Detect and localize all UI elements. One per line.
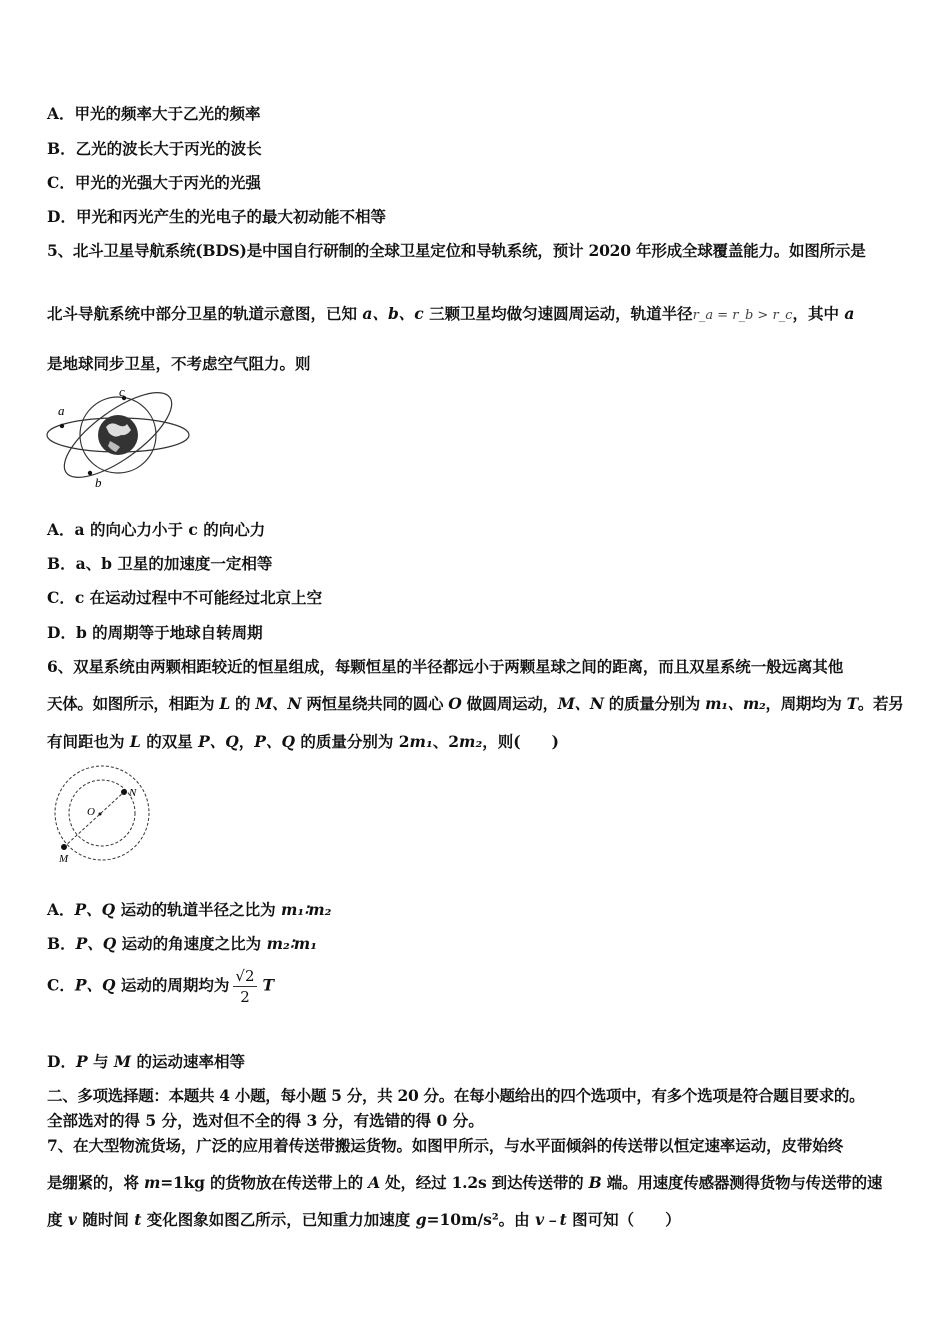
q5-stem-line1: 5、北斗卫星导航系统(BDS)是中国自行研制的全球卫星定位和导轨系统，预计 2020 年形成全球覆盖能力。如图所示是 [47, 241, 866, 260]
q5-stem-line3: 是地球同步卫星，不考虑空气阻力。则 [47, 354, 311, 373]
q4-option-a: A．甲光的频率大于乙光的频率 [47, 104, 261, 123]
section2-heading-line1: 二、多项选择题：本题共 4 小题，每小题 5 分，共 20 分。在每小题给出的四个选项中，有多个选项是符合题目要求的。 [47, 1086, 865, 1105]
q4-option-d: D．甲光和丙光产生的光电子的最大初动能不相等 [47, 207, 386, 226]
q7-stem-line3: 度 v 随时间 t 变化图象如图乙所示，已知重力加速度 g=10m/s²。由 v﹣t 图可知（ ） [47, 1210, 681, 1229]
label-b: b [95, 475, 102, 490]
q6-stem-line2: 天体。如图所示，相距为 L 的 M、N 两恒星绕共同的圆心 O 做圆周运动，M、N 的质量分别为 m₁、m₂，周期均为 T。若另 [47, 694, 904, 713]
label-m: M [59, 853, 69, 865]
q5-stem-line2: 北斗导航系统中部分卫星的轨道示意图，已知 a、b、c 三颗卫星均做匀速圆周运动，轨道半径r_a = r_b > r_c，其中 a [47, 304, 855, 323]
satellite-b-dot [88, 471, 92, 475]
star-n-dot [121, 789, 127, 795]
q5-option-a: A．a 的向心力小于 c 的向心力 [47, 520, 266, 539]
star-m-dot [61, 844, 67, 850]
q7-stem-line2: 是绷紧的，将 m=1kg 的货物放在传送带上的 A 处，经过 1.2s 到达传送带的 B 端。用速度传感器测得货物与传送带的速 [47, 1173, 883, 1192]
q6-option-a: A．P、Q 运动的轨道半径之比为 m₁∶m₂ [47, 900, 332, 919]
q5-option-d: D．b 的周期等于地球自转周期 [47, 623, 263, 642]
connecting-line [64, 792, 124, 847]
q6-stem-line1: 6、双星系统由两颗相距较近的恒星组成，每颗恒星的半径都远小于两颗星球之间的距离，而且双星系统一般远离其他 [47, 657, 844, 676]
label-a: a [58, 403, 65, 418]
q7-stem-line1: 7、在大型物流货场，广泛的应用着传送带搬运货物。如图甲所示，与水平面倾斜的传送带以恒定速率运动，皮带始终 [47, 1136, 844, 1155]
label-n: N [129, 787, 137, 799]
q6-option-b: B．P、Q 运动的角速度之比为 m₂∶m₁ [47, 934, 317, 953]
q4-option-b: B．乙光的波长大于丙光的波长 [47, 139, 262, 158]
label-c: c [119, 385, 125, 399]
fraction-sqrt2-over-2: $\frac{√2}{2}$ [235, 967, 255, 1006]
q6-option-c: C．P、Q 运动的周期均为 $\frac{√2}{2}$ T [47, 967, 275, 1006]
binary-star-figure [50, 764, 154, 866]
q5-option-b: B．a、b 卫星的加速度一定相等 [47, 554, 273, 573]
label-o: O [87, 806, 95, 818]
q6-stem-line3: 有间距也为 L 的双星 P、Q，P、Q 的质量分别为 2m₁、2m₂，则( ) [47, 732, 559, 751]
center-o-dot [99, 813, 102, 816]
q5-option-c: C．c 在运动过程中不可能经过北京上空 [47, 588, 323, 607]
orbit-radius-formula: r_a = r_b > r_c [692, 308, 793, 323]
satellite-orbits-figure [44, 385, 196, 493]
q6-option-d: D．P 与 M 的运动速率相等 [47, 1052, 245, 1071]
q4-option-c: C．甲光的光强大于丙光的光强 [47, 173, 261, 192]
satellite-a-dot [60, 424, 64, 428]
section2-heading-line2: 全部选对的得 5 分，选对但不全的得 3 分，有选错的得 0 分。 [47, 1111, 484, 1130]
